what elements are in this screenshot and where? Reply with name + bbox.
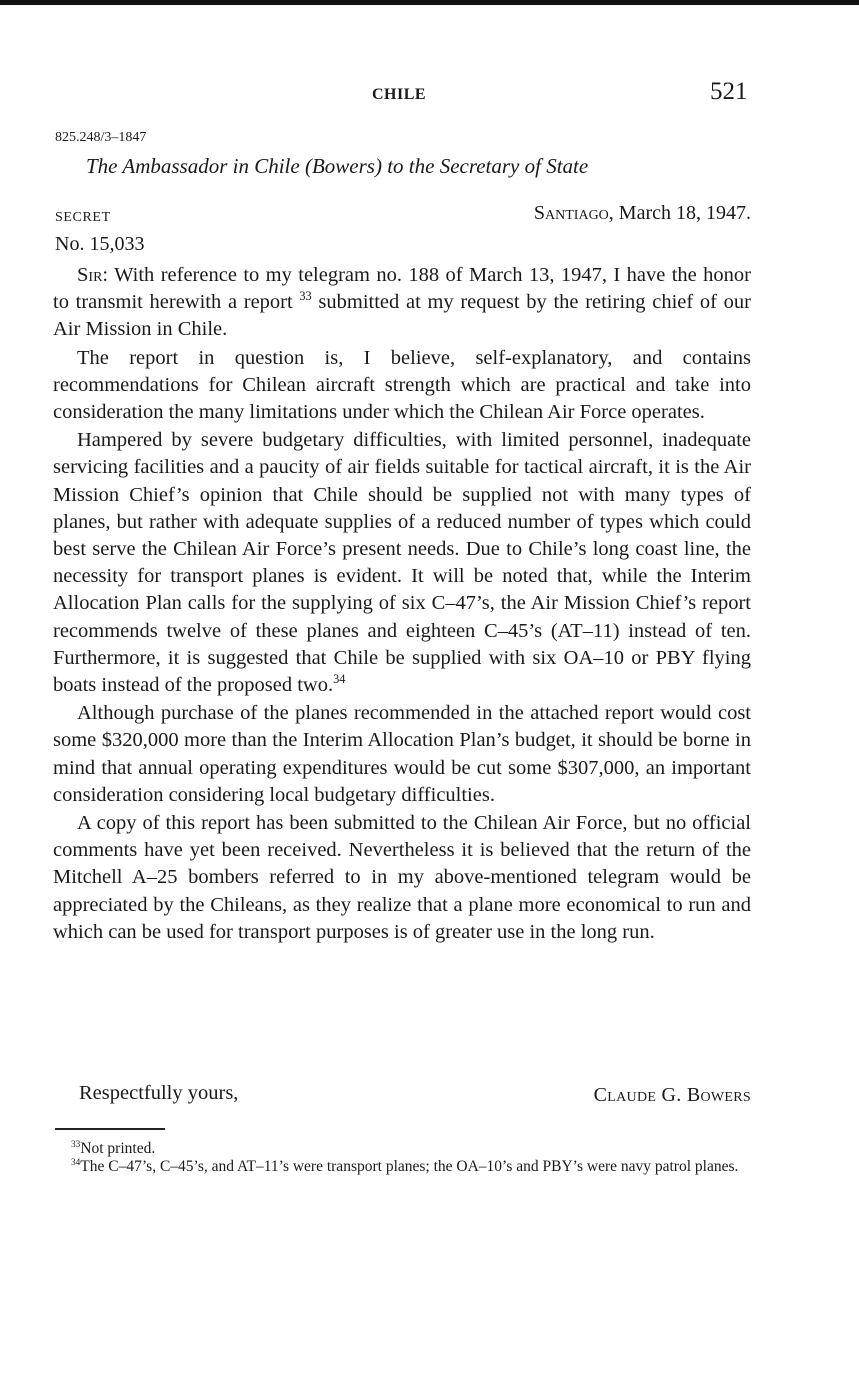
document-number: No. 15,033 xyxy=(55,233,145,255)
footnote-text: Not printed. xyxy=(80,1140,156,1157)
signature: Claude G. Bowers xyxy=(593,1084,751,1106)
footnote-text: The C–47’s, C–45’s, and AT–11’s were transport planes; the OA–10’s and PBY’s were navy patrol planes. xyxy=(80,1158,739,1175)
footnotes xyxy=(55,1140,751,1176)
footnote-rule xyxy=(55,1128,165,1130)
footnote-34 xyxy=(55,1158,751,1176)
footnote-ref-34: 34 xyxy=(333,672,346,687)
paragraph-3 xyxy=(53,426,751,699)
paragraph-4: Although purchase of the planes recommended in the attached report would cost some $320,000 more than the Interim Allocation Plan’s budget, it should be borne in mind that annual operating expenditures would be cut some $307,000, an important consideration considering local budgetary difficulties. xyxy=(53,702,751,806)
place: Santiago, xyxy=(533,202,614,224)
paragraph-5: A copy of this report has been submitted to the Chilean Air Force, but no official comments have yet been received. Nevertheless it is believed that the return of the Mitchell A–25 bombers referred to in my above-mentioned telegram would be appreciated by the Chileans, as they realize that a plane more economical to run and which can be used for transport purposes is of greater use in the long run. xyxy=(53,812,751,943)
paragraph-2: The report in question is, I believe, self-explanatory, and contains recommendations for Chilean aircraft strength which are practical and take into consideration the many limitations under which the Chilean Air Force operates. xyxy=(53,346,751,424)
paragraph-1-text-b: submitted at my request by the retiring chief of our Air Mission in Chile. xyxy=(53,291,752,341)
salutation: Sir: xyxy=(77,264,109,286)
running-head: CHILE xyxy=(372,86,427,103)
letter-body xyxy=(53,262,751,946)
date: March 18, 1947. xyxy=(618,202,751,224)
top-border-rule xyxy=(0,0,859,5)
classification-label: SECRET xyxy=(55,210,111,225)
page-number: 521 xyxy=(710,78,748,105)
paragraph-3-text: Hampered by severe budgetary difficulties, with limited personnel, inadequate servicing facilities and a paucity of air fields suitable for tactical aircraft, it is the Air Mission Chief’s opinion that Chile should be supplied not with many types of planes, but rather with adequate supplies of a reduced number of types which could best serve the Chilean Air Force’s present needs. Due to Chile’s long coast line, the necessity for transport planes is evident. It will be noted that, while the Interim Allocation Plan calls for the supplying of six C–47’s, the Air Mission Chief’s report recommends twelve of these planes and eighteen C–45’s (AT–11) instead of ten. Furthermore, it is suggested that Chile be supplied with six OA–10 or PBY flying boats instead of the proposed two. xyxy=(53,429,751,697)
place-date-line xyxy=(534,202,751,225)
footnote-number: 33 xyxy=(71,1139,81,1150)
footnote-ref-33: 33 xyxy=(299,289,312,304)
paragraph-1-text-a: With reference to my telegram no. 188 of March 13, 1947, I have the honor to transmit herewith a report xyxy=(53,264,751,314)
footnote-33 xyxy=(55,1140,751,1158)
file-number: 825.248/3–1847 xyxy=(55,130,147,145)
document-title: The Ambassador in Chile (Bowers) to the Secretary of State xyxy=(86,154,589,178)
paragraph-1 xyxy=(53,262,751,344)
complimentary-close: Respectfully yours, xyxy=(79,1082,239,1104)
footnote-number: 34 xyxy=(71,1157,81,1168)
